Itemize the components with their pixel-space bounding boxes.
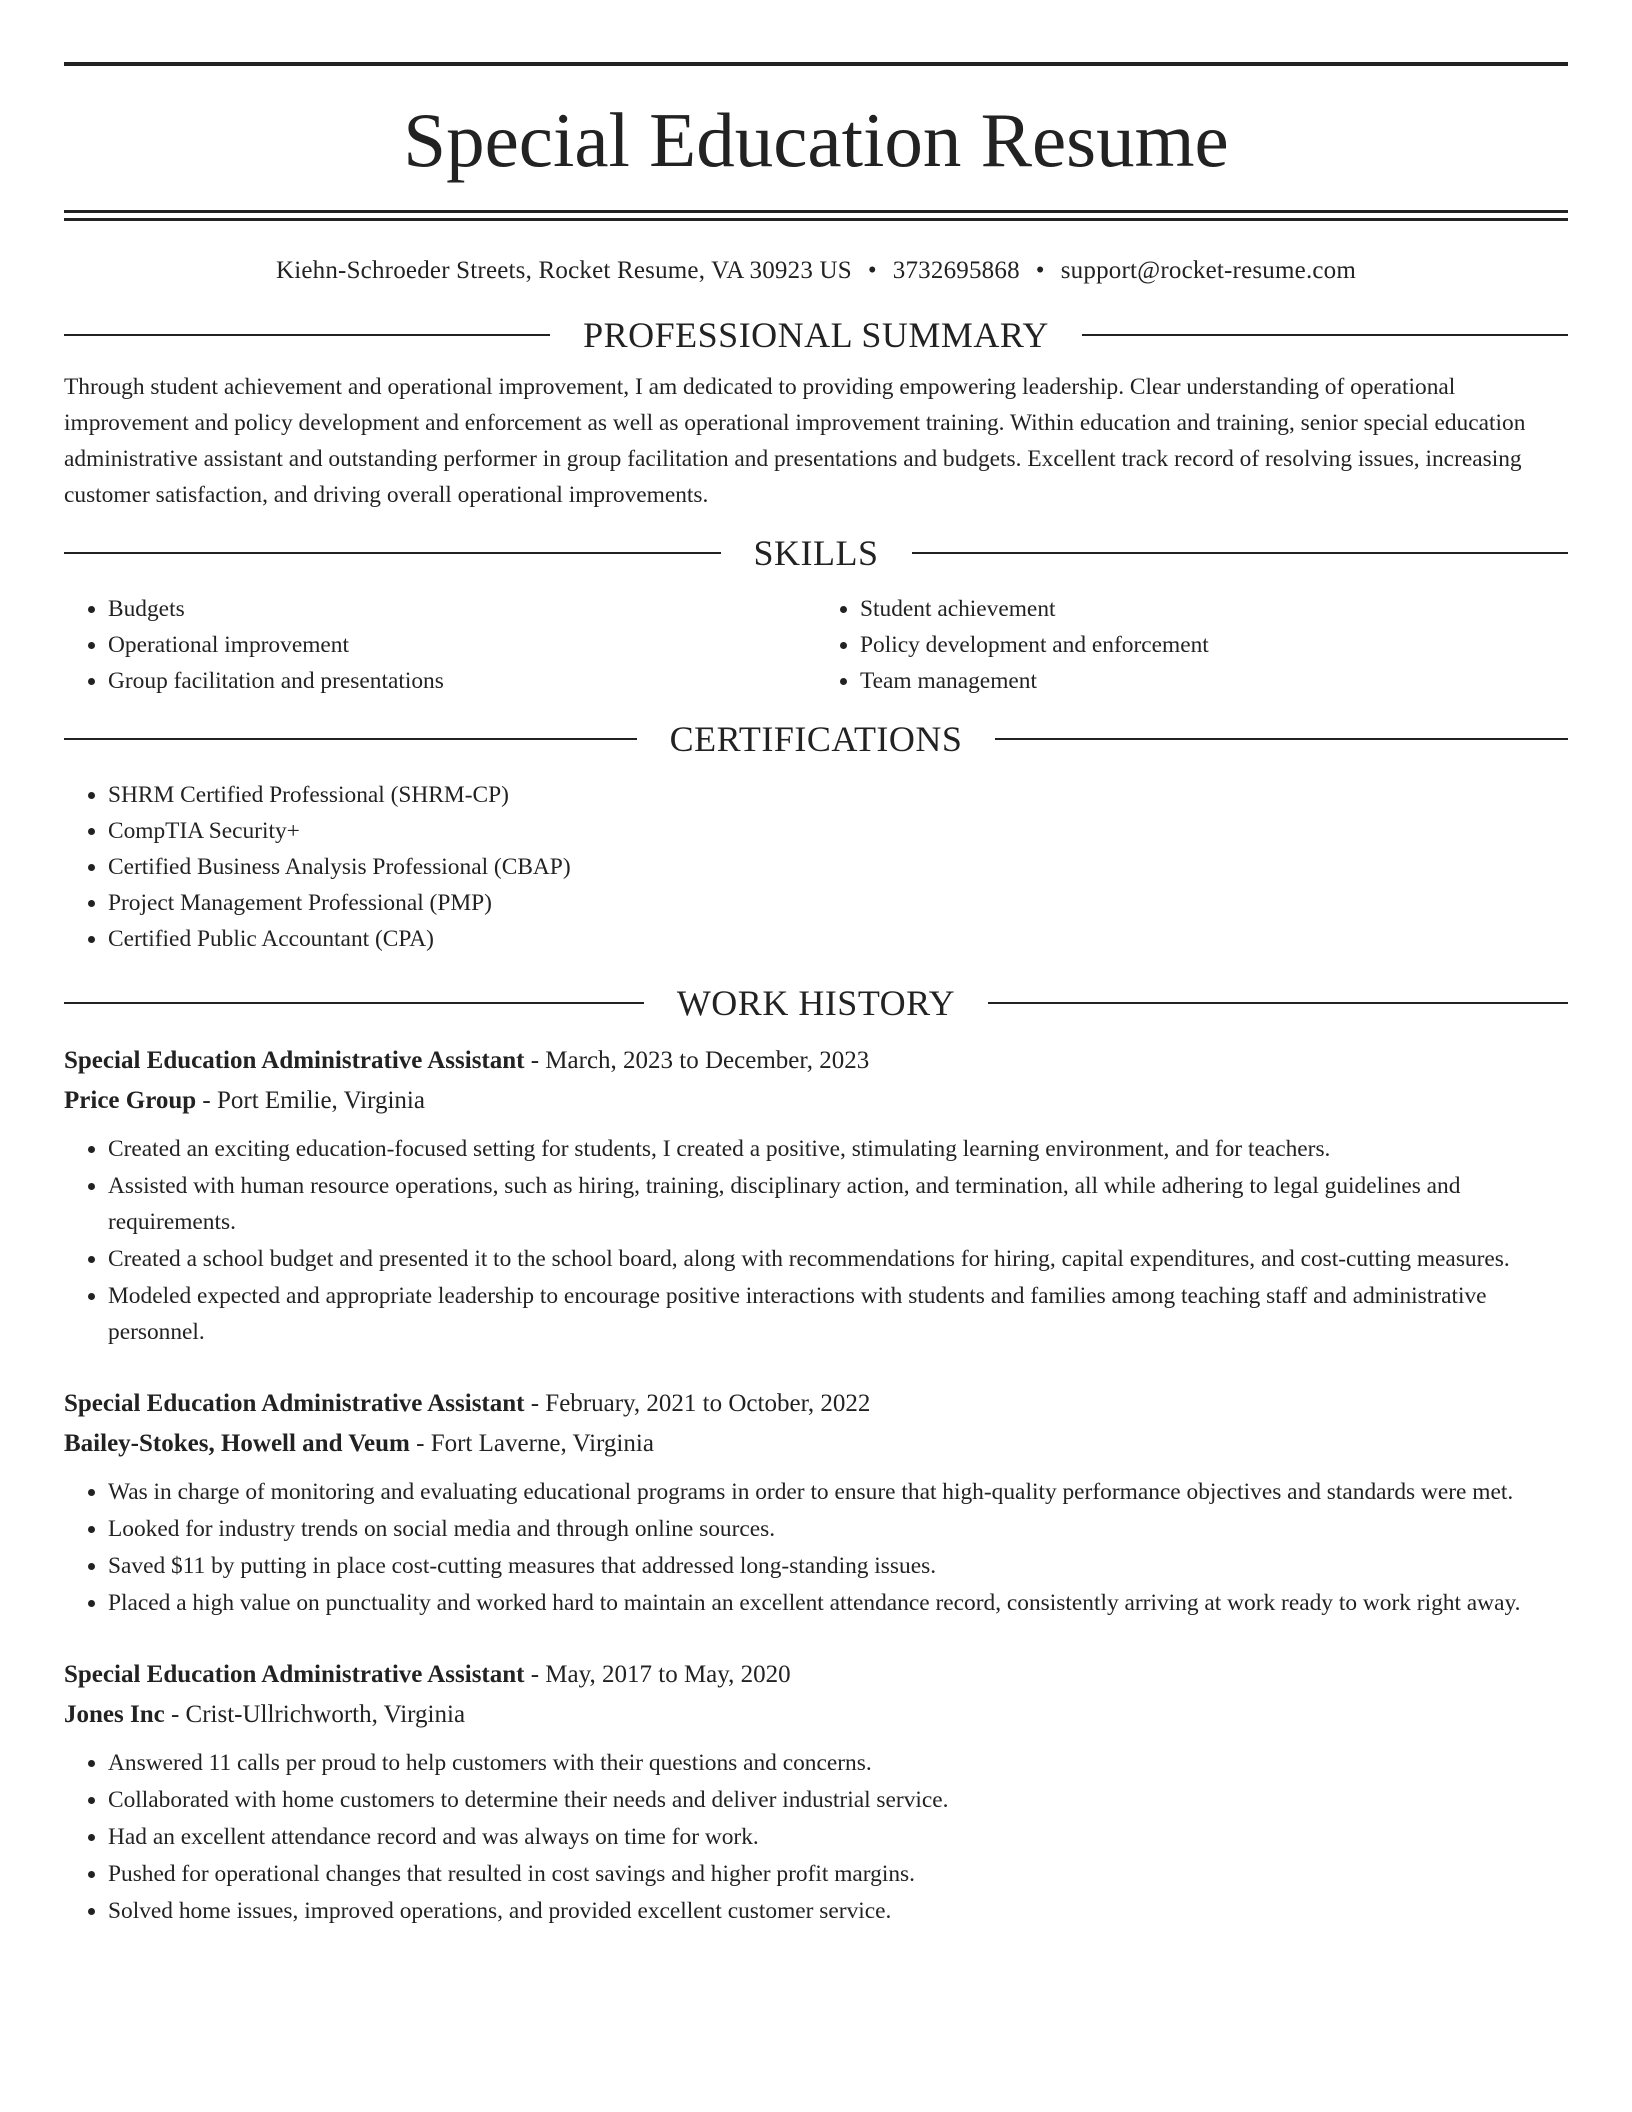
skills-column-right xyxy=(816,591,1568,699)
job-bullet: • Pushed for operational changes that resulted in cost savings and higher profit margins. xyxy=(108,1856,1568,1892)
job-bullet: • Created an exciting education-focused setting for students, I created a positive, stimulating learning environment, and for teachers. xyxy=(108,1131,1568,1167)
work-history-heading-text: WORK HISTORY xyxy=(676,983,956,1023)
skill-item: • Team management xyxy=(860,663,1568,699)
job-entry xyxy=(64,1384,1568,1621)
job-company-line xyxy=(64,1695,1568,1735)
skill-item: • Student achievement xyxy=(860,591,1568,627)
top-rule xyxy=(64,62,1568,66)
heading-rule xyxy=(64,738,637,740)
contact-separator: • xyxy=(1035,257,1045,284)
summary-heading xyxy=(64,317,1568,353)
job-bullet: • Had an excellent attendance record and was always on time for work. xyxy=(108,1819,1568,1855)
certifications-heading xyxy=(64,721,1568,757)
work-history-heading xyxy=(64,985,1568,1021)
job-title: Special Education Administrative Assistant xyxy=(64,1390,525,1417)
certifications-heading-text: CERTIFICATIONS xyxy=(669,719,963,759)
resume-page xyxy=(64,0,1568,1929)
certification-item: • SHRM Certified Professional (SHRM-CP) xyxy=(108,777,1568,813)
heading-rule xyxy=(995,738,1568,740)
job-location: - Crist-Ullrichworth, Virginia xyxy=(164,1701,466,1728)
skill-item: • Operational improvement xyxy=(108,627,816,663)
job-bullet: • Answered 11 calls per proud to help customers with their questions and concerns. xyxy=(108,1745,1568,1781)
job-bullet: • Was in charge of monitoring and evaluating educational programs in order to ensure that high-quality performance objectives and standards were met. xyxy=(108,1474,1568,1510)
job-bullet: • Solved home issues, improved operations, and provided excellent customer service. xyxy=(108,1893,1568,1929)
job-bullet: • Looked for industry trends on social media and through online sources. xyxy=(108,1511,1568,1547)
job-company-line xyxy=(64,1424,1568,1464)
job-bullet: • Collaborated with home customers to determine their needs and deliver industrial service. xyxy=(108,1782,1568,1818)
job-dates: - March, 2023 to December, 2023 xyxy=(524,1047,870,1074)
certification-item: • Project Management Professional (PMP) xyxy=(108,885,1568,921)
certifications-list xyxy=(64,777,1568,957)
job-company: Jones Inc xyxy=(64,1701,165,1728)
skills-list xyxy=(64,591,1568,699)
skills-column-left xyxy=(64,591,816,699)
job-bullets xyxy=(64,1745,1568,1929)
contact-separator: • xyxy=(867,257,877,284)
job-bullet: • Placed a high value on punctuality and worked hard to maintain an excellent attendance record, consistently arriving at work ready to work right away. xyxy=(108,1585,1568,1621)
job-company: Price Group xyxy=(64,1087,197,1114)
summary-text: Through student achievement and operational improvement, I am dedicated to providing empowering leadership. Clear understanding of operational improvement and policy development and enforcement as well as operational improvement training. Within education and training, senior special education administrative assistant and outstanding performer in group facilitation and presentations and budgets. Excellent track record of resolving issues, increasing customer satisfaction, and driving overall operational improvements. xyxy=(64,374,1526,508)
job-dates: - May, 2017 to May, 2020 xyxy=(524,1661,791,1688)
job-bullets xyxy=(64,1131,1568,1350)
title-double-rule xyxy=(64,210,1568,221)
heading-rule xyxy=(64,334,550,336)
job-title-line xyxy=(64,1655,1568,1695)
skill-item: • Group facilitation and presentations xyxy=(108,663,816,699)
skills-heading xyxy=(64,535,1568,571)
certification-item: • Certified Business Analysis Professional (CBAP) xyxy=(108,849,1568,885)
skill-item: • Policy development and enforcement xyxy=(860,627,1568,663)
contact-line xyxy=(64,257,1568,285)
job-bullet: • Created a school budget and presented it to the school board, along with recommendations for hiring, capital expenditures, and cost-cutting measures. xyxy=(108,1241,1568,1277)
certification-item: • Certified Public Accountant (CPA) xyxy=(108,921,1568,957)
job-company-line xyxy=(64,1081,1568,1121)
job-title: Special Education Administrative Assistant xyxy=(64,1661,525,1688)
job-location: - Port Emilie, Virginia xyxy=(196,1087,425,1114)
certification-item: • CompTIA Security+ xyxy=(108,813,1568,849)
job-dates: - February, 2021 to October, 2022 xyxy=(524,1390,871,1417)
heading-rule xyxy=(64,1002,644,1004)
contact-email[interactable]: support@rocket-resume.com xyxy=(1060,257,1357,284)
contact-address: Kiehn-Schroeder Streets, Rocket Resume, VA 30923 US xyxy=(275,257,852,284)
heading-rule xyxy=(1082,334,1568,336)
job-title: Special Education Administrative Assistant xyxy=(64,1047,525,1074)
job-title-line xyxy=(64,1384,1568,1424)
summary-heading-text: PROFESSIONAL SUMMARY xyxy=(583,315,1049,355)
job-bullet: • Modeled expected and appropriate leadership to encourage positive interactions with students and families among teaching staff and administrative personnel. xyxy=(108,1278,1568,1350)
job-bullet: • Assisted with human resource operations, such as hiring, training, disciplinary action, and termination, all while adhering to legal guidelines and requirements. xyxy=(108,1168,1568,1240)
heading-rule xyxy=(988,1002,1568,1004)
skill-item: • Budgets xyxy=(108,591,816,627)
job-entry xyxy=(64,1655,1568,1929)
job-location: - Fort Laverne, Virginia xyxy=(409,1430,654,1457)
job-company: Bailey-Stokes, Howell and Veum xyxy=(64,1430,410,1457)
job-title-line xyxy=(64,1041,1568,1081)
heading-rule xyxy=(64,552,721,554)
job-entry xyxy=(64,1041,1568,1350)
skills-heading-text: SKILLS xyxy=(753,533,879,573)
resume-title: Special Education Resume xyxy=(403,97,1229,183)
job-bullet: • Saved $11 by putting in place cost-cutting measures that addressed long-standing issues. xyxy=(108,1548,1568,1584)
contact-phone: 3732695868 xyxy=(892,257,1020,284)
job-bullets xyxy=(64,1474,1568,1621)
heading-rule xyxy=(912,552,1569,554)
